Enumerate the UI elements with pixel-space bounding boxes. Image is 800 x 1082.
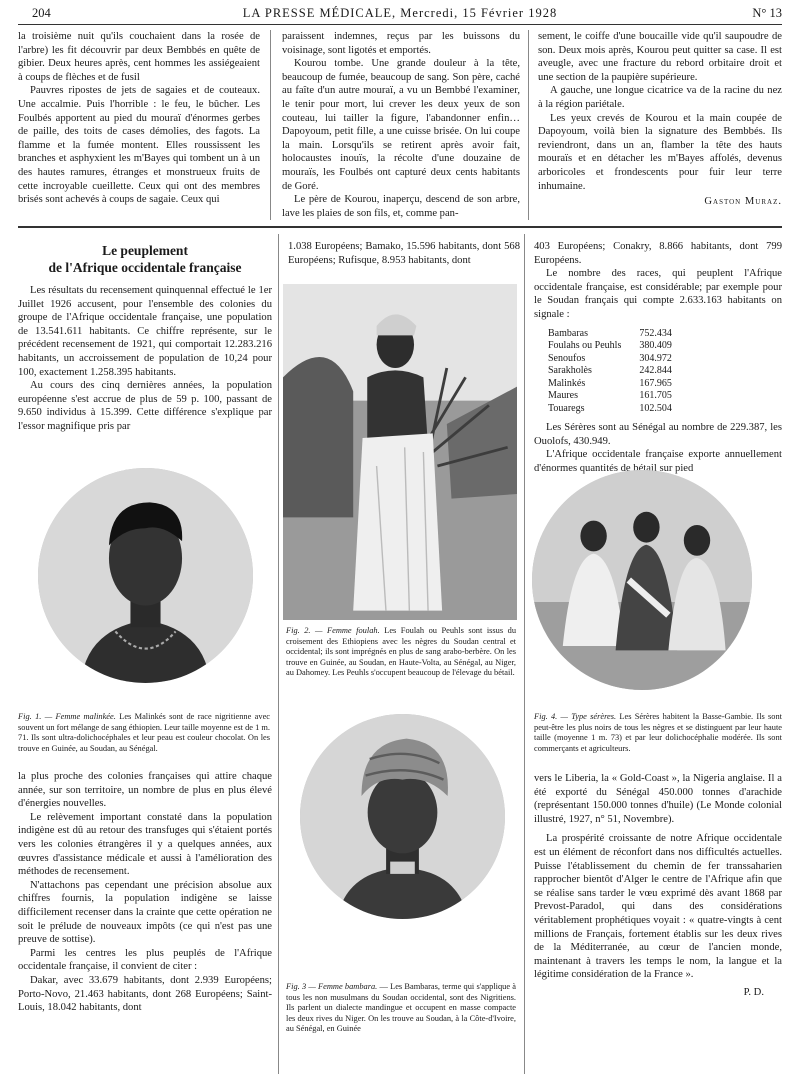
column-divider [524, 234, 525, 1074]
paragraph: Kourou tombe. Une grande douleur à la tête, beaucoup de fumée, beaucoup de sang. Son père, caché au faîte d'un autre mouraï, a vu un Bembbé l'examiner, le tenir pour mort, lui crever les deux yeux de son couteau, lui tailler la figure, l'abandonner enfin… Dapoyoum, petit fille, a une cuisse brisée. On lui coupe la main. Lorsqu'ils se retirent après avoir fait, holocaustes inouïs, la récolte d'une douzaine de mouraïs, les Foulbés ont capturé deux cents habitants de Goré. [282, 58, 520, 192]
race-count: 242.844 [639, 365, 672, 377]
table-row [548, 328, 672, 341]
race-count: 380.409 [639, 340, 672, 352]
page-number: 204 [32, 6, 51, 20]
article-title-line-1: Le peuplement [102, 243, 188, 258]
paragraph: Dakar, avec 33.679 habitants, dont 2.939 Européens; Porto-Novo, 21.463 habitants, dont 268 Européens; Saint-Louis, 18.042 habitants, dont [18, 974, 272, 1014]
foulah-woman-portrait [283, 284, 517, 620]
author-signature: Gaston Muraz. [704, 196, 782, 208]
article-column-1-top [18, 240, 272, 434]
figure-2-label: Fig. 2. — Femme foulah. [286, 626, 380, 635]
paragraph: sement, le coiffe d'une boucaille vide qu'il saupoudre de son. Deux mois après, Kourou peut quitter sa case. Il est aveugle, avec une fracture du rebord orbitaire droit et une section de la paupière supérieure. [538, 31, 782, 83]
race-count: 167.965 [639, 377, 672, 389]
figure-2-photo [283, 284, 517, 620]
paragraph: Les résultats du recensement quinquennal effectué le 1er Juillet 1926 accusent, pour l'ensemble des colonies du groupe de l'Afrique occidentale française, une population de 13.541.611 habitants. Ce chiffre représente, sur le précédent recensement de 1921, qui comportait 12.283.216 habitants, un accroissement de population de 10,24 pour 100, exactement 1.258.395 habitants. [18, 285, 272, 378]
article-column-3-bottom [534, 772, 782, 1000]
table-row [548, 365, 672, 378]
race-name: Senoufos [548, 352, 586, 364]
serere-group-portrait [532, 470, 752, 690]
race-count: 304.972 [639, 352, 672, 364]
journal-title: LA PRESSE MÉDICALE, Mercredi, 15 Février 1928 [242, 6, 558, 20]
figure-4-text: Les Sérères habitent la Basse-Gambie. Ils sont peut-être les plus noirs de tous les nègres et se distinguent par leur haute taille (moyenne 1 m. 73) et par leur dolichocéphalie modérée. Ils sont commerçants et agriculteurs. [534, 712, 783, 753]
article-column-1-bottom [18, 770, 272, 1015]
race-name: Foulahs ou Peuhls [548, 340, 622, 352]
bambara-woman-portrait [300, 714, 505, 919]
paragraph: Le relèvement important constaté dans la population indigène est dû au retour des transfuges qui s'étaient portés vers les colonies étrangères il y a quelques années, aux œuvres d'assistance médicale et aussi à l'amélioration des méthodes de recensement. [18, 811, 272, 878]
race-name: Sarakholès [548, 365, 592, 377]
paragraph: 1.038 Européens; Bamako, 15.596 habitants, dont 568 Européens; Rufisque, 8.953 habitants, dont [288, 241, 520, 266]
figure-4-label: Fig. 4. — Type sérères. [534, 712, 617, 721]
header-rule [18, 24, 782, 25]
malinke-woman-portrait [38, 468, 253, 683]
column-divider [528, 30, 529, 220]
table-row [548, 378, 672, 391]
table-row [548, 390, 672, 403]
paragraph: A gauche, une longue cicatrice va de la racine du nez à la région pariétale. [538, 85, 782, 110]
figure-3-label: Fig. 3 — Femme bambara. [286, 982, 378, 991]
paragraph: paraissent indemnes, reçus par les buissons du voisinage, sont ligotés et emportés. [282, 31, 520, 56]
paragraph: Le père de Kourou, inaperçu, descend de son arbre, lave les plaies de son fils, et, comme pan- [282, 194, 520, 219]
figure-3-text: — Les Bambaras, terme qui s'applique à tous les non musulmans du Soudan occidental, sont des Nigritiens. Ils parlent un dialecte mandingue et occupent en masse compacte les deux rives du Niger. On les trouve au Soudan, à la Côte-d'Ivoire, au Sénégal, en Guinée [286, 982, 517, 1034]
figure-4-caption [534, 712, 782, 754]
race-name: Bambaras [548, 327, 588, 339]
column-divider [278, 234, 279, 1074]
paragraph: la plus proche des colonies françaises qui attire chaque année, sur son territoire, un nombre de plus en plus élevé d'énergies nouvelles. [18, 771, 272, 810]
section-rule [18, 226, 782, 228]
top-column-1 [18, 30, 260, 207]
figure-3-caption [286, 982, 516, 1035]
figure-1-caption [18, 712, 270, 754]
paragraph: Pauvres ripostes de jets de sagaies et de couteaux. Une accalmie. Puis l'horrible : le feu, le bûcher. Les Foulbés apportent au pied du mouraï d'énormes gerbes de paille, des toits de cases démolies, des fagots. La flamme et la fumée montent. Elles roussissent les branches et asphyxient les m'Bayes qui tombent un à un des hautes ramures, étranges et monstrueux fruits de cette incroyable cueillette. Ceux qui ont des membres brisés sont achevés à coups de sagaie. Ceux qui [18, 85, 260, 206]
paragraph: L'Afrique occidentale française exporte annuellement d'énormes quantités de bétail sur pied [534, 449, 782, 474]
column-divider [270, 30, 271, 220]
race-count: 161.705 [639, 390, 672, 402]
figure-1-text: Les Malinkés sont de race nigritienne avec souvent un fort mélange de sang éthiopien. Leur taille moyenne est de 1 m. 71. Ils sont ultra-dolichocéphales et leur peau est couleur chocolat. On les trouve en Guinée, au Soudan, au Sénégal. [18, 712, 271, 753]
paragraph: Les yeux crevés de Kourou et la main coupée de Dapoyoum, voilà bien la signature des Bembbés. Ils reviendront, dans un an, flamber la tête des hauts mouraïs et en détacher les m'Bayes affolés, devenus arboricoles et frondescents pour fuir leur terre inhumaine. [538, 112, 782, 192]
article-column-3-top [534, 240, 782, 475]
top-column-2 [282, 30, 520, 220]
paragraph: La prospérité croissante de notre Afrique occidentale est un élément de réconfort dans nos difficultés actuelles. Puisse l'établissement du chemin de fer transsaharien rapprocher bientôt d'Alger le centre de l'Afrique afin que se réalise sans tarder le vœu exprimé dès avant 1868 par Prevost-Paradol, qui dans des considérations véritablement prophétiques voyait : « quatre-vingts à cent millions de Français, fortement établis sur les deux rives de la Méditerranée, au cœur de l'ancien monde, maintenant à travers les temps le nom, la langue et la légitime considération de la France ». [534, 833, 782, 981]
article-title [18, 242, 272, 276]
figure-2-caption [286, 626, 516, 679]
figure-1-label: Fig. 1. — Femme malinkée. [18, 712, 116, 721]
race-name: Malinkés [548, 377, 586, 389]
figure-1-photo [38, 468, 253, 683]
top-column-3 [538, 30, 782, 209]
paragraph: 403 Européens; Conakry, 8.866 habitants, dont 799 Européens. [534, 241, 782, 266]
article-title-line-2: de l'Afrique occidentale française [48, 260, 242, 275]
paragraph: N'attachons pas cependant une précision absolue aux chiffres fournis, la population indigène se laisse difficilement recenser dans la crainte que cette opération ne soit le prélude de nouveaux impôts (ce qui n'est pas une preuve de sottise). [18, 879, 272, 946]
race-name: Touaregs [548, 402, 585, 414]
paragraph: Le nombre des races, qui peuplent l'Afrique occidentale française, est considérable; par exemple pour le Soudan français qui compte 2.633.163 habitants on signale : [534, 268, 782, 320]
paragraph: la troisième nuit qu'ils couchaient dans la rosée de l'arbre) les fit découvrir par deux Bembbés en quête de gibier. Deux heures après, cent hommes les assiégeaient à coups de flèches et de fusil [18, 31, 260, 83]
paragraph: Les Sérères sont au Sénégal au nombre de 229.387, les Ouolofs, 430.949. [534, 422, 782, 447]
article-column-2-top [288, 240, 520, 267]
figure-3-photo [300, 714, 505, 919]
paragraph: Parmi les centres les plus peuplés de l'Afrique occidentale française, il convient de citer : [18, 947, 272, 973]
figure-4-photo [532, 470, 752, 690]
table-row [548, 403, 672, 416]
table-row [548, 340, 672, 353]
table-row [548, 353, 672, 366]
figure-2-text: Les Foulah ou Peuhls sont issus du croisement des Ethiopiens avec les nègres du Soudan central et occidental; ils sont imprégnés en plus de sang arabo-berbère. On les trouve en Guinée, au Soudan, en Haute-Volta, au Sénégal, au Niger, au Dahomey. Les Peuhls s'occupent beaucoup de l'élevage du bétail. [286, 626, 517, 678]
race-count: 102.504 [639, 402, 672, 414]
race-count: 752.434 [639, 327, 672, 339]
paragraph: Au cours des cinq dernières années, la population européenne s'est accrue de plus de 59 p. 100, passant de 9.650 individus à 15.399. Cette différence s'explique par l'essor magnifique pris par [18, 380, 272, 432]
page-header [18, 4, 782, 22]
issue-number: N° 13 [752, 6, 782, 20]
races-table [548, 328, 672, 416]
article-signature: P. D. [743, 986, 764, 998]
race-name: Maures [548, 390, 578, 402]
paragraph: vers le Liberia, la « Gold-Coast », la Nigeria anglaise. Il a été exporté du Sénégal 450.000 tonnes d'arachide (représentant 150.000 tonnes d'huile) (Le Monde colonial illustré, 1927, n° 51, Novembre). [534, 773, 782, 825]
